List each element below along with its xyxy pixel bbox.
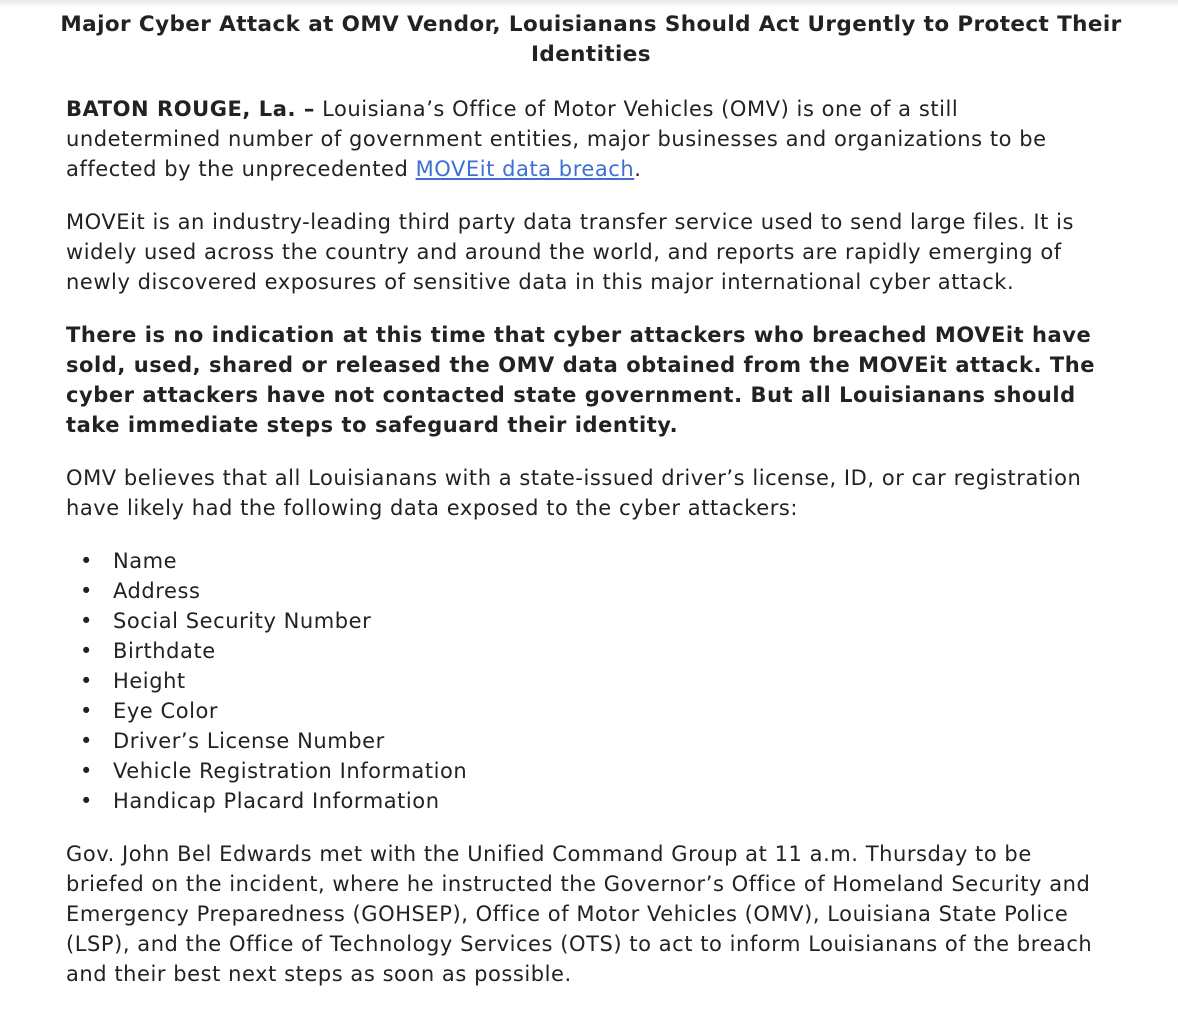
- governor-paragraph: Gov. John Bel Edwards met with the Unified Command Group at 11 a.m. Thursday to be briefed on the incident, where he instructed the Governor’s Office of Homeland Security and Emergency Preparedness (GOHSEP), Office of Motor Vehicles (OMV), Louisiana State Police (LSP), and the Office of Technology Services (OTS) to act to inform Louisianans of the breach and their best next steps as soon as possible.: [66, 842, 1093, 986]
- bullet-icon: •: [80, 579, 93, 603]
- list-item-label: Birthdate: [113, 639, 216, 663]
- list-item-label: Address: [113, 579, 201, 603]
- top-edge-shadow: [0, 0, 1178, 8]
- bullet-icon: •: [80, 549, 93, 573]
- list-item-label: Vehicle Registration Information: [113, 759, 468, 783]
- intro-text-end: .: [634, 157, 642, 181]
- moveit-breach-link[interactable]: MOVEit data breach: [415, 157, 635, 181]
- bullet-icon: •: [80, 759, 93, 783]
- list-item: [66, 696, 1116, 726]
- omv-belief-paragraph: OMV believes that all Louisianans with a state-issued driver’s license, ID, or car registration have likely had the following data exposed to the cyber attackers:: [66, 466, 1082, 520]
- exposed-data-list: [66, 546, 1116, 816]
- list-item-label: Eye Color: [113, 699, 219, 723]
- list-item: [66, 546, 1116, 576]
- bullet-icon: •: [80, 669, 93, 693]
- bullet-icon: •: [80, 609, 93, 633]
- bullet-icon: •: [80, 639, 93, 663]
- intro-text: Louisiana’s Office of Motor Vehicles (OMV) is one of a still undetermined number of government entities, major businesses and organizations to be affected by the unprecedented: [66, 97, 1047, 181]
- list-item: [66, 786, 1116, 816]
- list-item-label: Height: [113, 669, 186, 693]
- press-release: [60, 10, 1122, 1012]
- page-title: Major Cyber Attack at OMV Vendor, Louisianans Should Act Urgently to Protect Their Identities: [60, 12, 1122, 67]
- list-item-label: Name: [113, 549, 178, 573]
- list-item: [66, 756, 1116, 786]
- list-item-label: Driver’s License Number: [113, 729, 385, 753]
- moveit-description-paragraph: MOVEit is an industry-leading third party data transfer service used to send large files. It is widely used across the country and around the world, and reports are rapidly emerging of newly discovered exposures of sensitive data in this major international cyber attack.: [66, 210, 1074, 294]
- intro-paragraph: [66, 94, 1116, 184]
- list-item: [66, 666, 1116, 696]
- list-item-label: Social Security Number: [113, 609, 372, 633]
- bullet-icon: •: [80, 729, 93, 753]
- list-item: [66, 606, 1116, 636]
- no-indication-paragraph: There is no indication at this time that cyber attackers who breached MOVEit have sold, used, shared or released the OMV data obtained from the MOVEit attack. The cyber attackers have not contacted state government. But all Louisianans should take immediate steps to safeguard their identity.: [66, 323, 1096, 437]
- list-item-label: Handicap Placard Information: [113, 789, 440, 813]
- list-item: [66, 636, 1116, 666]
- list-item: [66, 576, 1116, 606]
- bullet-icon: •: [80, 699, 93, 723]
- dateline: BATON ROUGE, La. –: [66, 97, 315, 121]
- list-item: [66, 726, 1116, 756]
- bullet-icon: •: [80, 789, 93, 813]
